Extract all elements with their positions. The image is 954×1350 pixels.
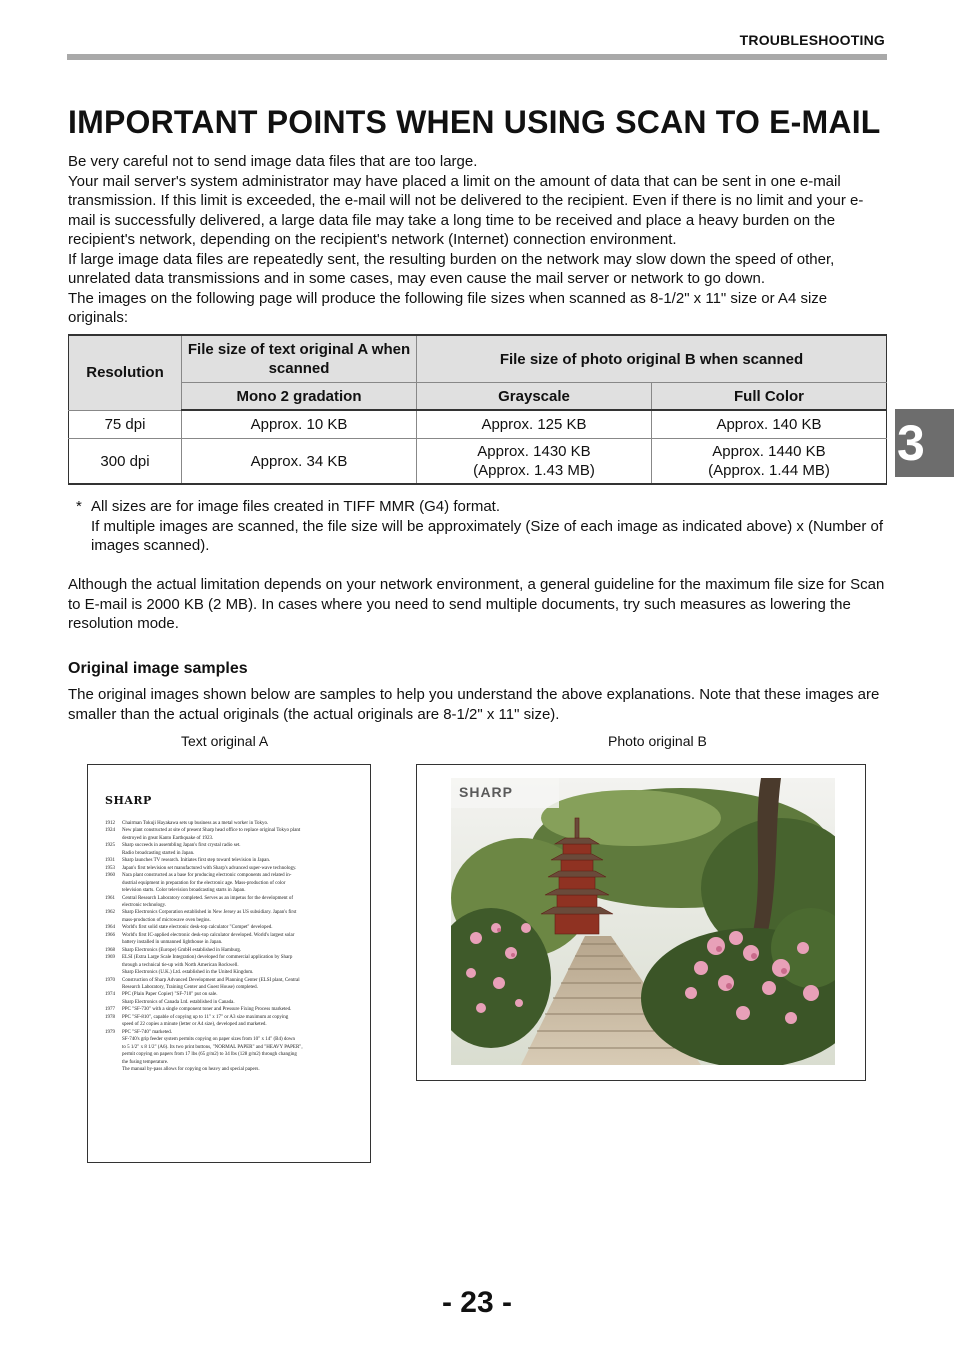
history-year [105,1044,122,1051]
history-text: battery installed in unmanned lighthouse in Japan. [122,940,223,946]
history-line [105,1006,351,1013]
history-year: 1924 [105,828,115,834]
history-text: destroyed in great Kanto Earthquake of 1923. [122,835,214,841]
history-text: Chairman Tokuji Hayakawa sets up business as a metal worker in Tokyo. [122,821,269,826]
intro-paragraph: Be very careful not to send image data files that are too large. [68,153,478,170]
history-year [105,1051,122,1058]
history-line [105,999,351,1006]
history-year [105,835,122,842]
history-year: 1969 [105,955,115,961]
history-text: Central Research Laboratory completed. Serves as an impetus for the development of [122,895,294,901]
header-resolution: Resolution [69,335,182,410]
header-rule [67,54,887,60]
caption-text-original: Text original A [181,733,269,749]
chapter-tab: 3 [895,409,954,477]
cell-grayscale [417,439,652,485]
history-text: SF-740's grip feeder system permits copying on paper sizes from 10" x 14" (B4) down [122,1037,296,1043]
photo-original-sample [416,764,866,1081]
history-year: 1968 [105,947,115,953]
history-text: Research Laboratory, Training Center and Guest House) completed. [122,984,258,990]
history-year: 1953 [105,865,115,871]
limit-paragraph: Although the actual limitation depends on your network environment, a general guideline for the maximum file size for Scan to E-mail is 2000 KB (2 MB). In cases where you need to send multiple documents, try such measures as lowering the resolution mode. [68,576,885,632]
intro-paragraph: If large image data files are repeatedly sent, the resulting burden on the network may slow down the speed of other, unrelated data transmissions and in some cases, may even cause the mail server or network to go down. [68,250,835,287]
cell-line: (Approx. 1.43 MB) [473,462,595,479]
history-line [105,909,351,916]
history-year [105,962,122,969]
history-text: World's first IC-applied electronic desk-top calculator developed. World's largest solar [122,932,295,938]
history-line [105,842,351,849]
history-text: The manual by-pass allows for copying on heavy and special papers. [122,1066,260,1072]
history-year [105,1059,122,1066]
history-text: the fusing temperature. [122,1059,169,1065]
history-text: Sharp launches TV research. Initiates first step toward television in Japan. [122,858,271,864]
table-row [69,439,887,485]
history-line [105,827,351,834]
history-year: 1978 [105,1014,115,1020]
history-year: 1966 [105,932,115,938]
page-title: IMPORTANT POINTS WHEN USING SCAN TO E-MAIL [68,104,881,140]
history-year [105,917,122,924]
history-line [105,969,351,976]
history-line [105,850,351,857]
history-year [105,880,122,887]
history-line [105,962,351,969]
history-text: PPC "SF-740" marketed. [122,1029,173,1035]
history-text: PPC (Plain Paper Copier) "SF-710" put on sale. [122,992,218,998]
footnote-line: All sizes are for image files created in TIFF MMR (G4) format. [91,498,500,515]
cell-line: Approx. 1440 KB [712,443,826,460]
history-year: 1961 [105,895,115,901]
page-number: - 23 - [441,1286,513,1319]
header-text-original: File size of text original A when scanned [182,335,417,383]
history-year [105,1021,122,1028]
history-year: 1925 [105,843,115,849]
history-line [105,1021,351,1028]
history-year [105,969,122,976]
history-text: electronic technology. [122,902,167,908]
history-line [105,902,351,909]
history-text: Japan's first television set manufactured with Sharp's advanced super-wave technology. [122,865,297,871]
history-line [105,984,351,991]
history-line [105,924,351,931]
history-text: speed of 22 copies a minute (letter or A4 size), developed and marketed. [122,1022,267,1028]
history-line [105,932,351,939]
footnote-line: If multiple images are scanned, the file size will be approximately (Size of each image as indicated above) x (Number of images scanned). [91,517,884,554]
history-text: Construction of Sharp Advanced Development and Planning Center (ELSI plant, Central [122,977,300,983]
history-text: through a technical tie-up with North American Rockwell. [122,962,239,968]
sharp-logo: SHARP [459,784,514,800]
history-line [105,857,351,864]
footnote-marker: * [76,498,82,515]
history-text: Sharp Electronics (Europe) GmbH established in Hamburg. [122,947,242,953]
history-list [105,820,351,1073]
cell-resolution: 75 dpi [69,410,182,439]
cell-line: Approx. 1430 KB [477,443,591,460]
history-line [105,1066,351,1073]
history-year [105,999,122,1006]
cell-full-color [652,439,887,485]
history-text: World's first solid state electronic desk-top calculator "Compet" developed. [122,925,273,931]
history-line [105,1051,351,1058]
history-line [105,917,351,924]
history-line [105,977,351,984]
sharp-logo: SHARP [105,794,152,807]
samples-paragraph: The original images shown below are samples to help you understand the above explanations. Note that these images are smaller than the actual originals (the actual originals are 8-1/2" x 11" size). [68,686,880,723]
intro-paragraph: Your mail server's system administrator may have placed a limit on the amount of data that can be sent in one e-mail transmission. If this limit is exceeded, the e-mail will not be delivered to the recipient. Even if there is no limit and your e-mail is successfully delivered, a large data file may take a long time to be received and place a heavy burden on the recipient's network, depending on the recipient's network (Internet) connection environment. [68,172,864,248]
file-size-table [68,334,887,485]
history-text: to 5 1/2" x 8 1/2" (A6). Its two print buttons, "NORMAL PAPER" and "HEAVY PAPER", [122,1044,303,1050]
garden-photo [451,778,835,1065]
history-line [105,880,351,887]
history-text: Radio broadcasting started in Japan. [122,850,195,856]
history-year: 1979 [105,1029,115,1035]
history-text: mass-production of microwave oven begins. [122,917,211,923]
history-text: New plant constructed at site of present Sharp head office to replace original Tokyo plant [122,828,301,834]
text-original-sample [87,764,371,1163]
history-text: Sharp Electronics (U.K.) Ltd. established in the United Kingdom. [122,970,254,976]
history-year: 1970 [105,977,115,983]
history-year: 1962 [105,910,115,916]
footnote [76,497,888,556]
history-text: dustrial equipment in preparation for the electronic age. Mass-production of color [122,880,286,886]
history-line [105,872,351,879]
history-year [105,939,122,946]
cell-line: (Approx. 1.44 MB) [708,462,830,479]
history-line [105,895,351,902]
history-text: ELSI (Extra Large Scale Integration) developed for commercial application by Sharp [122,955,293,961]
caption-photo-original: Photo original B [608,733,707,749]
history-line [105,820,351,827]
history-year [105,850,122,857]
history-line [105,1029,351,1036]
history-text: Sharp Electronics of Canada Ltd. established in Canada. [122,999,235,1005]
history-year [105,984,122,991]
history-year: 1912 [105,821,115,826]
subheader-mono: Mono 2 gradation [182,383,417,411]
history-line [105,1059,351,1066]
subheader-grayscale: Grayscale [417,383,652,411]
history-year: 1964 [105,925,115,931]
history-text: Sharp succeeds in assembling Japan's first crystal radio set. [122,843,241,849]
history-text: PPC "SF-810", capable of copying up to 11" x 17" or A3 size maximum at copying [122,1014,289,1020]
history-text: Nara plant constructed as a base for producing electronic components and related in- [122,873,292,879]
history-text: permit copying on papers from 17 lbs (65 g/m2) to 34 lbs (128 g/m2) through changing [122,1052,297,1058]
history-year [105,887,122,894]
cell-grayscale: Approx. 125 KB [417,410,652,439]
history-line [105,1044,351,1051]
intro-paragraph: The images on the following page will produce the following file sizes when scanned as 8-1/2" x 11" size or A4 size originals: [68,289,828,326]
history-year [105,902,122,909]
section-header: TROUBLESHOOTING [739,32,885,48]
cell-mono: Approx. 10 KB [182,410,417,439]
intro-text [68,152,888,328]
history-line [105,1036,351,1043]
history-line [105,947,351,954]
history-line [105,865,351,872]
history-year [105,1036,122,1043]
history-line [105,991,351,998]
cell-mono: Approx. 34 KB [182,439,417,485]
history-line [105,954,351,961]
history-year: 1974 [105,992,115,998]
cell-resolution: 300 dpi [69,439,182,485]
history-line [105,1014,351,1021]
history-year: 1931 [105,858,115,864]
history-year: 1977 [105,1007,115,1013]
history-line [105,835,351,842]
history-line [105,939,351,946]
cell-full-color: Approx. 140 KB [652,410,887,439]
history-year: 1960 [105,873,115,879]
header-photo-original: File size of photo original B when scanned [417,335,887,383]
table-row [69,410,887,439]
history-text: PPC "SF-730" with a single component toner and Pressure Fixing Process marketed. [122,1007,292,1013]
history-text: Sharp Electronics Corporation established in New Jersey as US subsidiary. Japan's first [122,910,297,916]
history-year [105,1066,122,1073]
subheader-full-color: Full Color [652,383,887,411]
history-line [105,887,351,894]
history-text: television starts. Color television broadcasting starts in Japan. [122,888,246,894]
section-heading: Original image samples [68,660,248,677]
